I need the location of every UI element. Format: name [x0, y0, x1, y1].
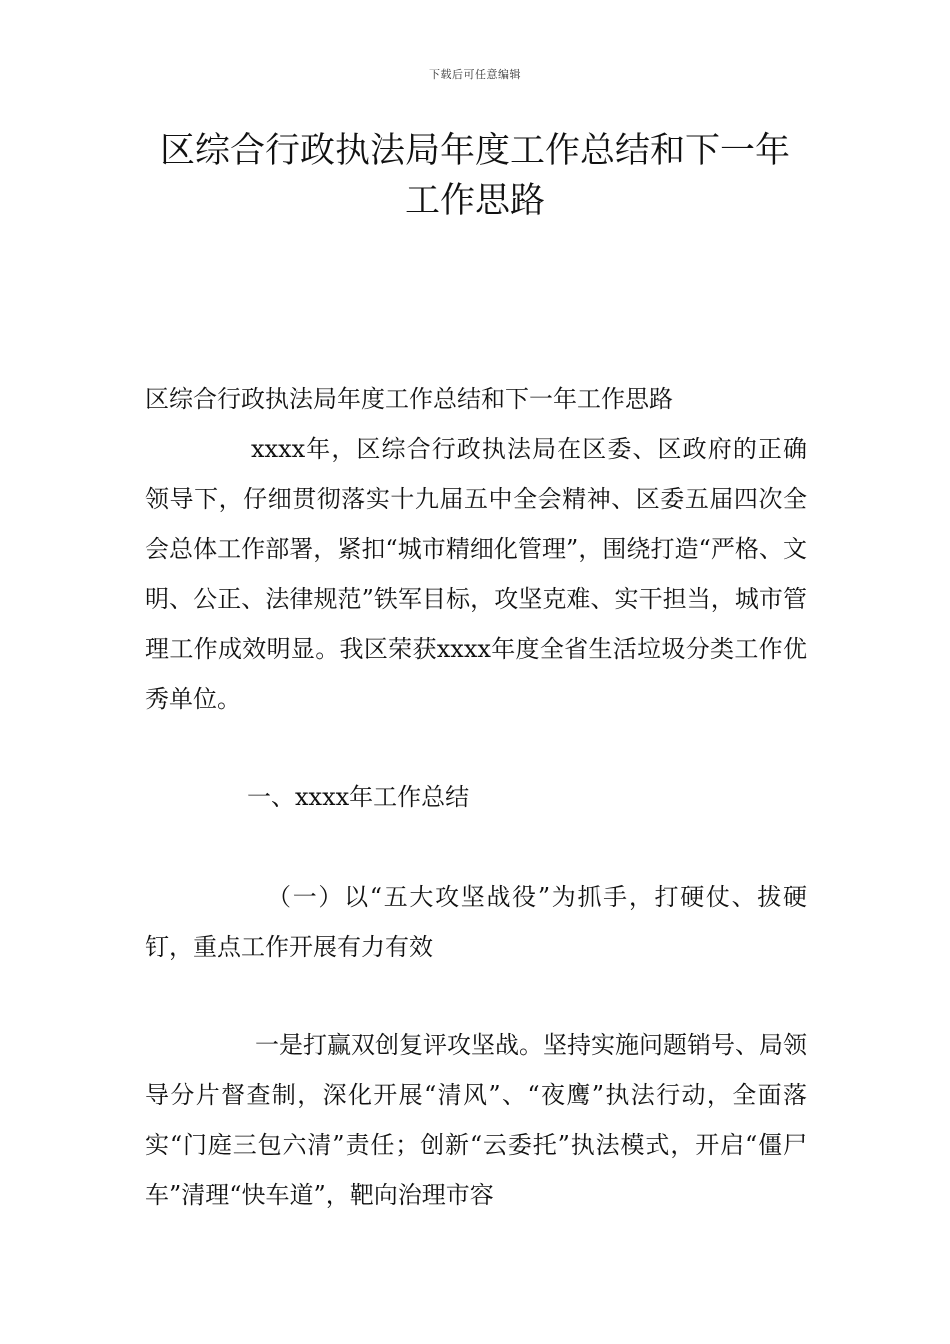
document-title-line-2: 工作思路 [404, 181, 545, 221]
intro-paragraph: xxxx年，区综合行政执法局在区委、区政府的正确领导下，仔细贯彻落实十九届五中全会精神、区委五届四次全会总体工作部署，紧扣“城市精细化管理”，围绕打造“严格、文明、公正、法律规范”铁军目标，攻坚克难、实干担当，城市管理工作成效明显。我区荣获xxxx年度全省生活垃圾分类工作优秀单位。 [145, 435, 807, 713]
section-heading-1: 一、xxxx年工作总结 [247, 783, 470, 811]
document-subtitle: 区综合行政执法局年度工作总结和下一年工作思路 [145, 385, 673, 413]
subsection-heading-1: （一）以“五大攻坚战役”为抓手，打硬仗、拔硬钉，重点工作开展有力有效 [145, 883, 807, 961]
document-title-line-1: 区综合行政执法局年度工作总结和下一年 [159, 131, 790, 171]
header-note: 下载后可任意编辑 [429, 68, 521, 81]
item-paragraph-1: 一是打赢双创复评攻坚战。坚持实施问题销号、局领导分片督查制，深化开展“清风”、“夜鹰”执法行动，全面落实“门庭三包六清”责任；创新“云委托”执法模式，开启“僵尸车”清理“快车道”，靶向治理市容 [145, 1031, 807, 1209]
document-title [100, 126, 850, 226]
